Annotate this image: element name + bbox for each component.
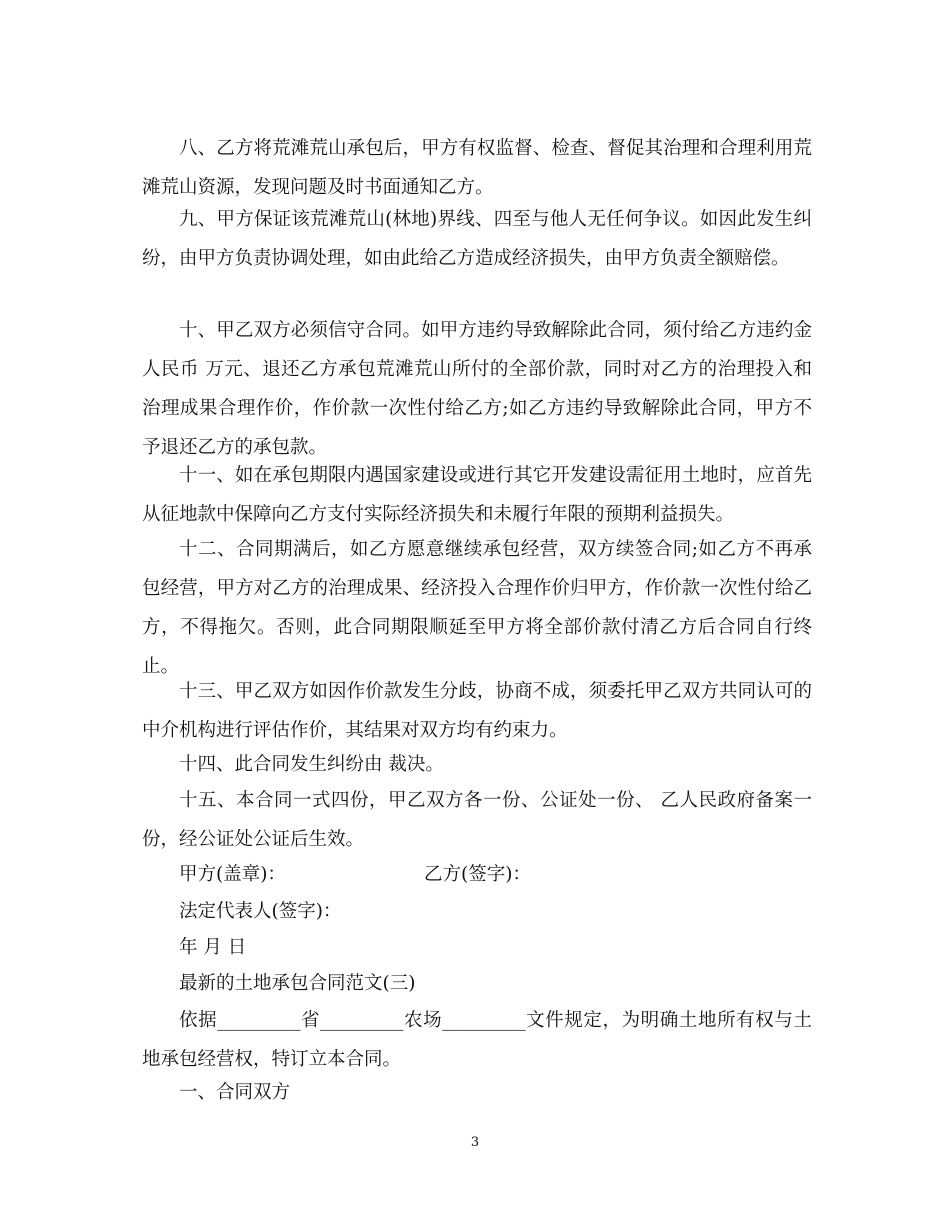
paragraph-11: 十一、如在承包期限内遇国家建设或进行其它开发建设需征用土地时，应首先从征地款中保障向乙方支付实际经济损失和未履行年限的预期利益损失。 xyxy=(142,465,812,525)
date-line: 年 月 日 xyxy=(179,937,247,958)
party-b-signature-label: 乙方(签字)： xyxy=(424,864,531,885)
party-a-seal-label: 甲方(盖章)： xyxy=(179,864,286,885)
paragraph-13: 十三、甲乙双方如因作价款发生分歧，协商不成，须委托甲乙双方共同认可的中介机构进行评估作价，其结果对双方均有约束力。 xyxy=(142,681,812,741)
paragraph-8: 八、乙方将荒滩荒山承包后，甲方有权监督、检查、督促其治理和合理利用荒滩荒山资源，发现问题及时书面通知乙方。 xyxy=(142,138,812,198)
paragraph-14: 十四、此合同发生纠纷由 裁决。 xyxy=(179,754,444,775)
paragraph-9: 九、甲方保证该荒滩荒山(林地)界线、四至与他人无任何争议。如因此发生纠纷，由甲方负责协调处理，如由此给乙方造成经济损失，由甲方负责全额赔偿。 xyxy=(142,209,812,269)
paragraph-12: 十二、合同期满后，如乙方愿意继续承包经营，双方续签合同;如乙方不再承包经营，甲方对乙方的治理成果、经济投入合理作价归甲方，作价款一次性付给乙方，不得拖欠。否则，此合同期限顺延至甲方将全部价款付清乙方后合同自行终止。 xyxy=(142,539,812,677)
clause-one-heading: 一、合同双方 xyxy=(179,1082,291,1103)
paragraph-15: 十五、本合同一式四份，甲乙双方各一份、公证处一份、 乙人民政府备案一份，经公证处公证后生效。 xyxy=(142,790,812,850)
intro-paragraph: 依据_________省_________农场_________文件规定，为明确土地所有权与土地承包经营权，特订立本合同。 xyxy=(142,1010,812,1070)
paragraph-10: 十、甲乙双方必须信守合同。如甲方违约导致解除此合同，须付给乙方违约金人民币 万元、退还乙方承包荒滩荒山所付的全部价款，同时对乙方的治理投入和治理成果合理作价，作价款一次性付给乙方;如乙方违约导致解除此合同，甲方不予退还乙方的承包款。 xyxy=(142,320,812,458)
page-number: 3 xyxy=(470,1135,480,1150)
legal-representative-label: 法定代表人(签字)： xyxy=(179,901,342,922)
section-title: 最新的土地承包合同范文(三) xyxy=(179,973,416,994)
